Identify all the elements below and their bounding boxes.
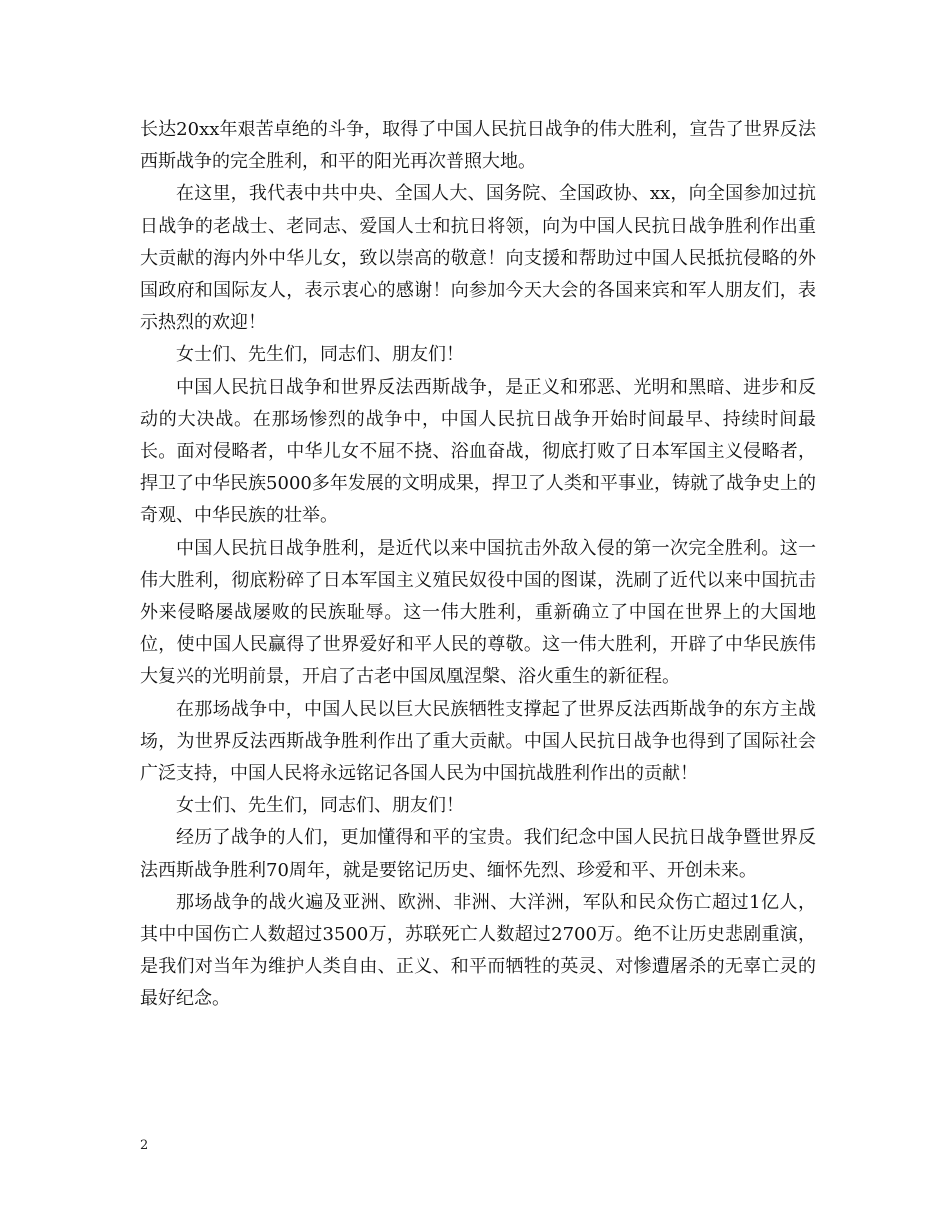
paragraph: 女士们、先生们，同志们、朋友们！ xyxy=(176,344,464,366)
paragraph: 在这里，我代表中共中央、全国人大、国务院、全国政协、xx，向全国参加过抗日战争的老战士、老同志、爱国人士和抗日将领，向为中国人民抗日战争胜利作出重大贡献的海内外中华儿女，致以崇高的敬意！向支援和帮助过中国人民抵抗侵略的外国政府和国际友人，表示衷心的感谢！向参加今天大会的各国来宾和军人朋友们，表示热烈的欢迎！ xyxy=(140,183,816,334)
paragraph: 女士们、先生们，同志们、朋友们！ xyxy=(176,795,464,817)
page-number: 2 xyxy=(140,1138,149,1153)
paragraph: 长达20xx年艰苦卓绝的斗争，取得了中国人民抗日战争的伟大胜利，宣告了世界反法西斯战争的完全胜利，和平的阳光再次普照大地。 xyxy=(140,119,816,173)
paragraph: 那场战争的战火遍及亚洲、欧洲、非洲、大洋洲，军队和民众伤亡超过1亿人，其中中国伤亡人数超过3500万，苏联死亡人数超过2700万。绝不让历史悲剧重演，是我们对当年为维护人类自由、正义、和平而牺牲的英灵、对惨遭屠杀的无辜亡灵的最好纪念。 xyxy=(140,891,816,1010)
paragraph: 在那场战争中，中国人民以巨大民族牺牲支撑起了世界反法西斯战争的东方主战场，为世界反法西斯战争胜利作出了重大贡献。中国人民抗日战争也得到了国际社会广泛支持，中国人民将永远铭记各国人民为中国抗战胜利作出的贡献！ xyxy=(140,698,816,785)
document-body xyxy=(140,114,816,1016)
paragraph: 中国人民抗日战争胜利，是近代以来中国抗击外敌入侵的第一次完全胜利。这一伟大胜利，彻底粉碎了日本军国主义殖民奴役中国的图谋，洗刷了近代以来中国抗击外来侵略屡战屡败的民族耻辱。这一伟大胜利，重新确立了中国在世界上的大国地位，使中国人民赢得了世界爱好和平人民的尊敬。这一伟大胜利，开辟了中华民族伟大复兴的光明前景，开启了古老中国凤凰涅槃、浴火重生的新征程。 xyxy=(140,537,816,688)
paragraph: 中国人民抗日战争和世界反法西斯战争，是正义和邪恶、光明和黑暗、进步和反动的大决战。在那场惨烈的战争中，中国人民抗日战争开始时间最早、持续时间最长。面对侵略者，中华儿女不屈不挠、浴血奋战，彻底打败了日本军国主义侵略者，捍卫了中华民族5000多年发展的文明成果，捍卫了人类和平事业，铸就了战争史上的奇观、中华民族的壮举。 xyxy=(140,376,816,527)
paragraph: 经历了战争的人们，更加懂得和平的宝贵。我们纪念中国人民抗日战争暨世界反法西斯战争胜利70周年，就是要铭记历史、缅怀先烈、珍爱和平、开创未来。 xyxy=(140,827,816,881)
